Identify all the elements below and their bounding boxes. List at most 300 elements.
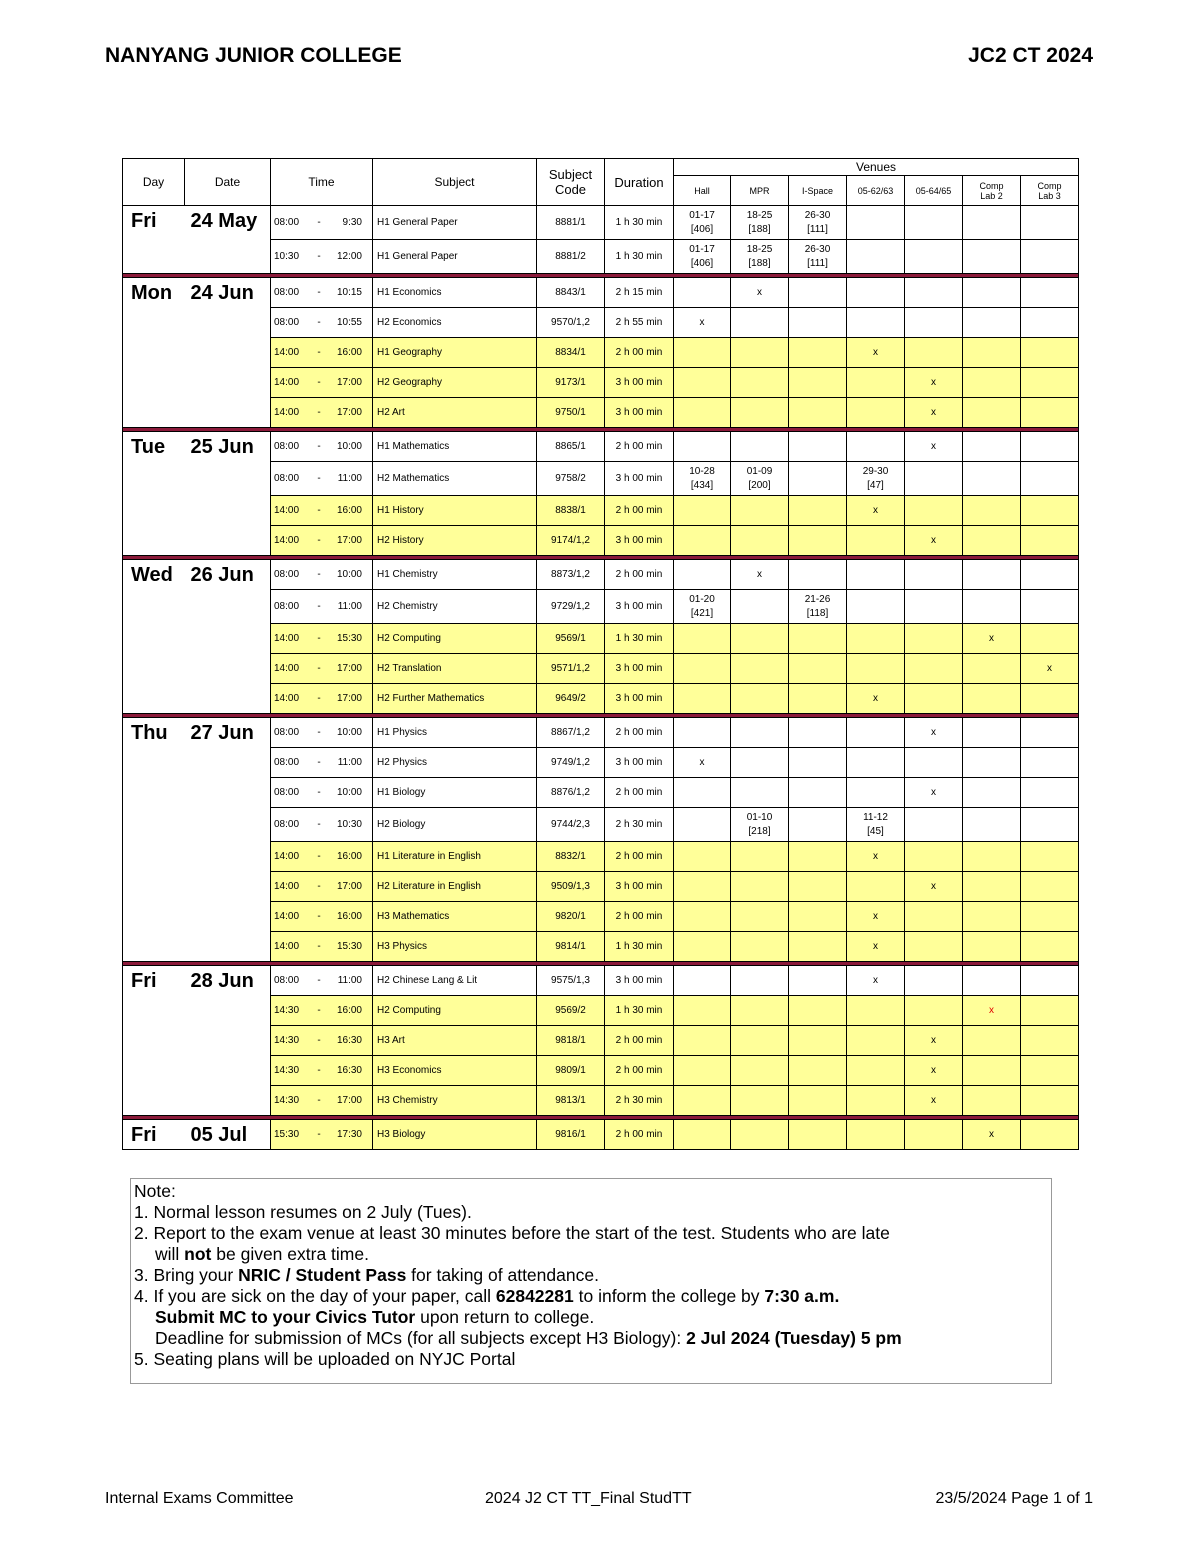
venue-cell: x (963, 1120, 1021, 1150)
duration-cell: 3 h 00 min (605, 966, 674, 996)
venue-cell (905, 590, 963, 624)
venue-cell (1021, 624, 1079, 654)
venue-cell (731, 624, 789, 654)
venue-cell (1021, 1120, 1079, 1150)
venue-cell (847, 748, 905, 778)
subject-cell: H2 Computing (373, 624, 537, 654)
venue-cell (963, 872, 1021, 902)
venue-cell (789, 1120, 847, 1150)
time-cell: 08:00 - 10:00 (271, 778, 373, 808)
duration-cell: 3 h 00 min (605, 368, 674, 398)
code-cell: 8876/1,2 (537, 778, 605, 808)
venue-cell (905, 996, 963, 1026)
date-label: 24 May (185, 206, 271, 274)
venue-cell: 29-30 [47] (847, 462, 905, 496)
header-venue-2: I-Space (789, 176, 847, 206)
venue-cell: x (905, 526, 963, 556)
code-cell: 9569/1 (537, 624, 605, 654)
notes-box (130, 1178, 1052, 1384)
day-label: Mon (123, 278, 185, 428)
subject-cell: H1 Physics (373, 718, 537, 748)
header-time: Time (271, 159, 373, 206)
time-cell: 14:00 - 17:00 (271, 368, 373, 398)
code-cell: 9173/1 (537, 368, 605, 398)
venue-cell (963, 842, 1021, 872)
subject-cell: H2 Geography (373, 368, 537, 398)
time-cell: 08:00 - 10:15 (271, 278, 373, 308)
subject-cell: H2 Chemistry (373, 590, 537, 624)
venue-cell (789, 624, 847, 654)
venue-cell (1021, 496, 1079, 526)
venue-cell (1021, 718, 1079, 748)
venue-cell (847, 278, 905, 308)
notes-title: Note: (134, 1181, 176, 1201)
date-label: 24 Jun (185, 278, 271, 428)
duration-cell: 2 h 00 min (605, 718, 674, 748)
venue-cell (963, 1086, 1021, 1116)
time-cell: 08:00 - 10:00 (271, 432, 373, 462)
venue-cell (847, 778, 905, 808)
header-venues: Venues (674, 159, 1079, 176)
venue-cell (963, 932, 1021, 962)
venue-cell: 01-20 [421] (674, 590, 731, 624)
footer-committee: Internal Exams Committee (105, 1490, 294, 1507)
header-venue-3: 05-62/63 (847, 176, 905, 206)
table-row (123, 206, 1079, 240)
table-row (123, 278, 1079, 308)
venue-cell (963, 308, 1021, 338)
code-cell: 9569/2 (537, 996, 605, 1026)
venue-cell (1021, 308, 1079, 338)
time-cell: 14:00 - 16:00 (271, 496, 373, 526)
header-venue-0: Hall (674, 176, 731, 206)
venue-cell (963, 206, 1021, 240)
table-row (123, 560, 1079, 590)
venue-cell (789, 398, 847, 428)
venue-cell (963, 654, 1021, 684)
subject-cell: H2 Computing (373, 996, 537, 1026)
venue-cell (905, 654, 963, 684)
venue-cell (847, 1056, 905, 1086)
venue-cell (731, 966, 789, 996)
time-cell: 14:00 - 17:00 (271, 684, 373, 714)
venue-cell (1021, 842, 1079, 872)
venue-cell (847, 398, 905, 428)
duration-cell: 2 h 00 min (605, 496, 674, 526)
subject-cell: H1 Literature in English (373, 842, 537, 872)
subject-cell: H2 Chinese Lang & Lit (373, 966, 537, 996)
venue-cell (731, 1056, 789, 1086)
venue-cell (674, 1120, 731, 1150)
subject-cell: H2 Further Mathematics (373, 684, 537, 714)
venue-cell (905, 966, 963, 996)
time-cell: 14:00 - 17:00 (271, 654, 373, 684)
venue-cell (731, 1026, 789, 1056)
venue-cell (1021, 966, 1079, 996)
venue-cell: x (905, 368, 963, 398)
footer-page: 23/5/2024 Page 1 of 1 (935, 1490, 1093, 1507)
time-cell: 14:00 - 17:00 (271, 872, 373, 902)
venue-cell (674, 872, 731, 902)
subject-cell: H1 General Paper (373, 206, 537, 240)
day-label: Fri (123, 1120, 185, 1150)
duration-cell: 1 h 30 min (605, 206, 674, 240)
venue-cell (789, 1086, 847, 1116)
venue-cell: x (847, 966, 905, 996)
time-cell: 14:30 - 16:00 (271, 996, 373, 1026)
venue-cell: 01-10 [218] (731, 808, 789, 842)
venue-cell: x (674, 748, 731, 778)
venue-cell (789, 308, 847, 338)
header-duration: Duration (605, 159, 674, 206)
venue-cell (963, 560, 1021, 590)
code-cell: 9750/1 (537, 398, 605, 428)
subject-cell: H1 Mathematics (373, 432, 537, 462)
venue-cell (1021, 338, 1079, 368)
date-label: 27 Jun (185, 718, 271, 962)
venue-cell (789, 278, 847, 308)
venue-cell (674, 560, 731, 590)
duration-cell: 2 h 00 min (605, 1026, 674, 1056)
subject-cell: H3 Biology (373, 1120, 537, 1150)
venue-cell: x (905, 718, 963, 748)
venue-cell (905, 684, 963, 714)
venue-cell (674, 996, 731, 1026)
venue-cell (905, 308, 963, 338)
subject-cell: H1 Economics (373, 278, 537, 308)
subject-cell: H3 Art (373, 1026, 537, 1056)
venue-cell (731, 996, 789, 1026)
venue-cell (789, 560, 847, 590)
table-row (123, 718, 1079, 748)
venue-cell (674, 368, 731, 398)
duration-cell: 2 h 55 min (605, 308, 674, 338)
venue-cell (674, 808, 731, 842)
venue-cell (963, 398, 1021, 428)
duration-cell: 2 h 30 min (605, 808, 674, 842)
subject-cell: H1 Biology (373, 778, 537, 808)
duration-cell: 1 h 30 min (605, 240, 674, 274)
time-cell: 08:00 - 10:30 (271, 808, 373, 842)
time-cell: 10:30 - 12:00 (271, 240, 373, 274)
venue-cell (1021, 560, 1079, 590)
subject-cell: H2 Economics (373, 308, 537, 338)
subject-cell: H2 Translation (373, 654, 537, 684)
note-2-cont: will not be given extra time. (155, 1244, 369, 1264)
code-cell: 8865/1 (537, 432, 605, 462)
venue-cell (674, 1056, 731, 1086)
footer-filename: 2024 J2 CT TT_Final StudTT (485, 1490, 692, 1507)
venue-cell (847, 1026, 905, 1056)
venue-cell (1021, 462, 1079, 496)
venue-cell: x (847, 842, 905, 872)
venue-cell (1021, 748, 1079, 778)
duration-cell: 3 h 00 min (605, 398, 674, 428)
venue-cell (1021, 902, 1079, 932)
header-day: Day (123, 159, 185, 206)
header-subject-code: Subject Code (537, 159, 605, 206)
subject-cell: H2 Literature in English (373, 872, 537, 902)
venue-cell (905, 278, 963, 308)
duration-cell: 1 h 30 min (605, 624, 674, 654)
venue-cell (963, 684, 1021, 714)
venue-cell: x (905, 872, 963, 902)
venue-cell (731, 932, 789, 962)
code-cell: 9809/1 (537, 1056, 605, 1086)
venue-cell (963, 368, 1021, 398)
duration-cell: 1 h 30 min (605, 932, 674, 962)
venue-cell (963, 496, 1021, 526)
venue-cell (789, 902, 847, 932)
venue-cell: x (731, 560, 789, 590)
venue-cell: x (847, 932, 905, 962)
venue-cell (847, 308, 905, 338)
venue-cell (789, 338, 847, 368)
subject-cell: H2 Mathematics (373, 462, 537, 496)
header-date: Date (185, 159, 271, 206)
note-3: 3. Bring your NRIC / Student Pass for taking of attendance. (134, 1265, 599, 1285)
subject-cell: H3 Physics (373, 932, 537, 962)
venue-cell (674, 338, 731, 368)
venue-cell (905, 748, 963, 778)
venue-cell: x (905, 398, 963, 428)
venue-cell (731, 496, 789, 526)
venue-cell (674, 526, 731, 556)
code-cell: 9758/2 (537, 462, 605, 496)
code-cell: 9749/1,2 (537, 748, 605, 778)
date-label: 25 Jun (185, 432, 271, 556)
table-row (123, 1120, 1079, 1150)
venue-cell (789, 654, 847, 684)
duration-cell: 2 h 00 min (605, 560, 674, 590)
duration-cell: 2 h 30 min (605, 1086, 674, 1116)
venue-cell (731, 718, 789, 748)
venue-cell (905, 1120, 963, 1150)
venue-cell (731, 654, 789, 684)
venue-cell (847, 996, 905, 1026)
time-cell: 15:30 - 17:30 (271, 1120, 373, 1150)
duration-cell: 3 h 00 min (605, 590, 674, 624)
venue-cell (1021, 368, 1079, 398)
code-cell: 9816/1 (537, 1120, 605, 1150)
venue-cell (789, 966, 847, 996)
header-subject: Subject (373, 159, 537, 206)
venue-cell (905, 240, 963, 274)
subject-cell: H1 General Paper (373, 240, 537, 274)
venue-cell (847, 206, 905, 240)
duration-cell: 3 h 00 min (605, 462, 674, 496)
venue-cell (1021, 432, 1079, 462)
duration-cell: 2 h 00 min (605, 842, 674, 872)
venue-cell (1021, 1086, 1079, 1116)
venue-cell (789, 748, 847, 778)
venue-cell (1021, 932, 1079, 962)
time-cell: 08:00 - 10:55 (271, 308, 373, 338)
duration-cell: 2 h 00 min (605, 778, 674, 808)
note-4: 4. If you are sick on the day of your paper, call 62842281 to inform the college by 7:30 a.m. (134, 1286, 840, 1306)
day-label: Tue (123, 432, 185, 556)
code-cell: 8881/2 (537, 240, 605, 274)
venue-cell (1021, 240, 1079, 274)
venue-cell (731, 1120, 789, 1150)
header-venue-6: Comp Lab 3 (1021, 176, 1079, 206)
duration-cell: 1 h 30 min (605, 996, 674, 1026)
venue-cell (847, 1086, 905, 1116)
college-name: NANYANG JUNIOR COLLEGE (105, 44, 402, 67)
note-1: 1. Normal lesson resumes on 2 July (Tues). (134, 1202, 472, 1222)
venue-cell (847, 240, 905, 274)
time-cell: 08:00 - 11:00 (271, 462, 373, 496)
venue-cell (963, 240, 1021, 274)
code-cell: 9509/1,3 (537, 872, 605, 902)
venue-cell: x (905, 778, 963, 808)
venue-cell (1021, 526, 1079, 556)
time-cell: 08:00 - 10:00 (271, 718, 373, 748)
day-label: Fri (123, 206, 185, 274)
venue-cell (847, 1120, 905, 1150)
venue-cell (789, 526, 847, 556)
venue-cell (731, 308, 789, 338)
time-cell: 14:00 - 15:30 (271, 624, 373, 654)
duration-cell: 2 h 00 min (605, 1056, 674, 1086)
time-cell: 14:30 - 16:30 (271, 1056, 373, 1086)
venue-cell (963, 462, 1021, 496)
venue-cell: x (905, 1086, 963, 1116)
venue-cell (1021, 1026, 1079, 1056)
timetable (122, 158, 1079, 1150)
venue-cell: x (1021, 654, 1079, 684)
code-cell: 8834/1 (537, 338, 605, 368)
venue-cell (905, 206, 963, 240)
duration-cell: 2 h 00 min (605, 338, 674, 368)
subject-cell: H2 Biology (373, 808, 537, 842)
venue-cell (789, 842, 847, 872)
venue-cell (674, 654, 731, 684)
venue-cell (963, 778, 1021, 808)
venue-cell (963, 808, 1021, 842)
venue-cell (731, 398, 789, 428)
note-4-deadline: Deadline for submission of MCs (for all subjects except H3 Biology): 2 Jul 2024 (Tuesday) 5 pm (155, 1328, 902, 1348)
venue-cell (789, 872, 847, 902)
note-5: 5. Seating plans will be uploaded on NYJC Portal (134, 1349, 516, 1369)
venue-cell (789, 932, 847, 962)
code-cell: 8867/1,2 (537, 718, 605, 748)
venue-cell (789, 1056, 847, 1086)
venue-cell (905, 338, 963, 368)
venue-cell (905, 496, 963, 526)
venue-cell (731, 748, 789, 778)
header-venue-5: Comp Lab 2 (963, 176, 1021, 206)
venue-cell: x (963, 996, 1021, 1026)
venue-cell: 11-12 [45] (847, 808, 905, 842)
venue-cell (1021, 872, 1079, 902)
venue-cell (905, 902, 963, 932)
time-cell: 08:00 - 11:00 (271, 590, 373, 624)
duration-cell: 2 h 00 min (605, 1120, 674, 1150)
venue-cell (674, 778, 731, 808)
duration-cell: 3 h 00 min (605, 748, 674, 778)
venue-cell (847, 872, 905, 902)
time-cell: 14:00 - 17:00 (271, 526, 373, 556)
venue-cell (789, 462, 847, 496)
code-cell: 9570/1,2 (537, 308, 605, 338)
code-cell: 9174/1,2 (537, 526, 605, 556)
venue-cell (963, 338, 1021, 368)
venue-cell (1021, 590, 1079, 624)
venue-cell (963, 966, 1021, 996)
header-venue-4: 05-64/65 (905, 176, 963, 206)
duration-cell: 3 h 00 min (605, 872, 674, 902)
venue-cell (963, 1026, 1021, 1056)
venue-cell (674, 278, 731, 308)
venue-cell (789, 368, 847, 398)
code-cell: 9744/2,3 (537, 808, 605, 842)
venue-cell (789, 432, 847, 462)
venue-cell (674, 902, 731, 932)
venue-cell (847, 560, 905, 590)
venue-cell (789, 1026, 847, 1056)
time-cell: 14:00 - 16:00 (271, 842, 373, 872)
time-cell: 14:00 - 16:00 (271, 338, 373, 368)
venue-cell (963, 432, 1021, 462)
venue-cell (1021, 1056, 1079, 1086)
date-label: 26 Jun (185, 560, 271, 714)
time-cell: 08:00 - 10:00 (271, 560, 373, 590)
venue-cell (731, 526, 789, 556)
venue-cell (905, 560, 963, 590)
time-cell: 14:00 - 15:30 (271, 932, 373, 962)
venue-cell (674, 718, 731, 748)
venue-cell (1021, 278, 1079, 308)
venue-cell (905, 808, 963, 842)
venue-cell (963, 590, 1021, 624)
venue-cell: x (905, 1056, 963, 1086)
venue-cell (905, 932, 963, 962)
subject-cell: H3 Chemistry (373, 1086, 537, 1116)
venue-cell (674, 966, 731, 996)
note-2: 2. Report to the exam venue at least 30 minutes before the start of the test. Students who are late (134, 1223, 890, 1243)
code-cell: 9575/1,3 (537, 966, 605, 996)
code-cell: 9820/1 (537, 902, 605, 932)
venue-cell: 21-26 [118] (789, 590, 847, 624)
venue-cell (963, 718, 1021, 748)
header-venue-1: MPR (731, 176, 789, 206)
day-label: Fri (123, 966, 185, 1116)
venue-cell (847, 590, 905, 624)
venue-cell (731, 368, 789, 398)
venue-cell (789, 496, 847, 526)
note-4-mc: Submit MC to your Civics Tutor upon return to college. (155, 1307, 595, 1327)
venue-cell (731, 338, 789, 368)
venue-cell (731, 842, 789, 872)
venue-cell (1021, 398, 1079, 428)
venue-cell (674, 624, 731, 654)
venue-cell (731, 902, 789, 932)
venue-cell: 10-28 [434] (674, 462, 731, 496)
venue-cell (905, 462, 963, 496)
code-cell: 9729/1,2 (537, 590, 605, 624)
venue-cell: 18-25 [188] (731, 240, 789, 274)
venue-cell (847, 368, 905, 398)
code-cell: 9649/2 (537, 684, 605, 714)
venue-cell (789, 718, 847, 748)
venue-cell (674, 842, 731, 872)
venue-cell (905, 842, 963, 872)
venue-cell: x (847, 496, 905, 526)
duration-cell: 2 h 15 min (605, 278, 674, 308)
test-title: JC2 CT 2024 (968, 44, 1093, 67)
venue-cell (674, 398, 731, 428)
